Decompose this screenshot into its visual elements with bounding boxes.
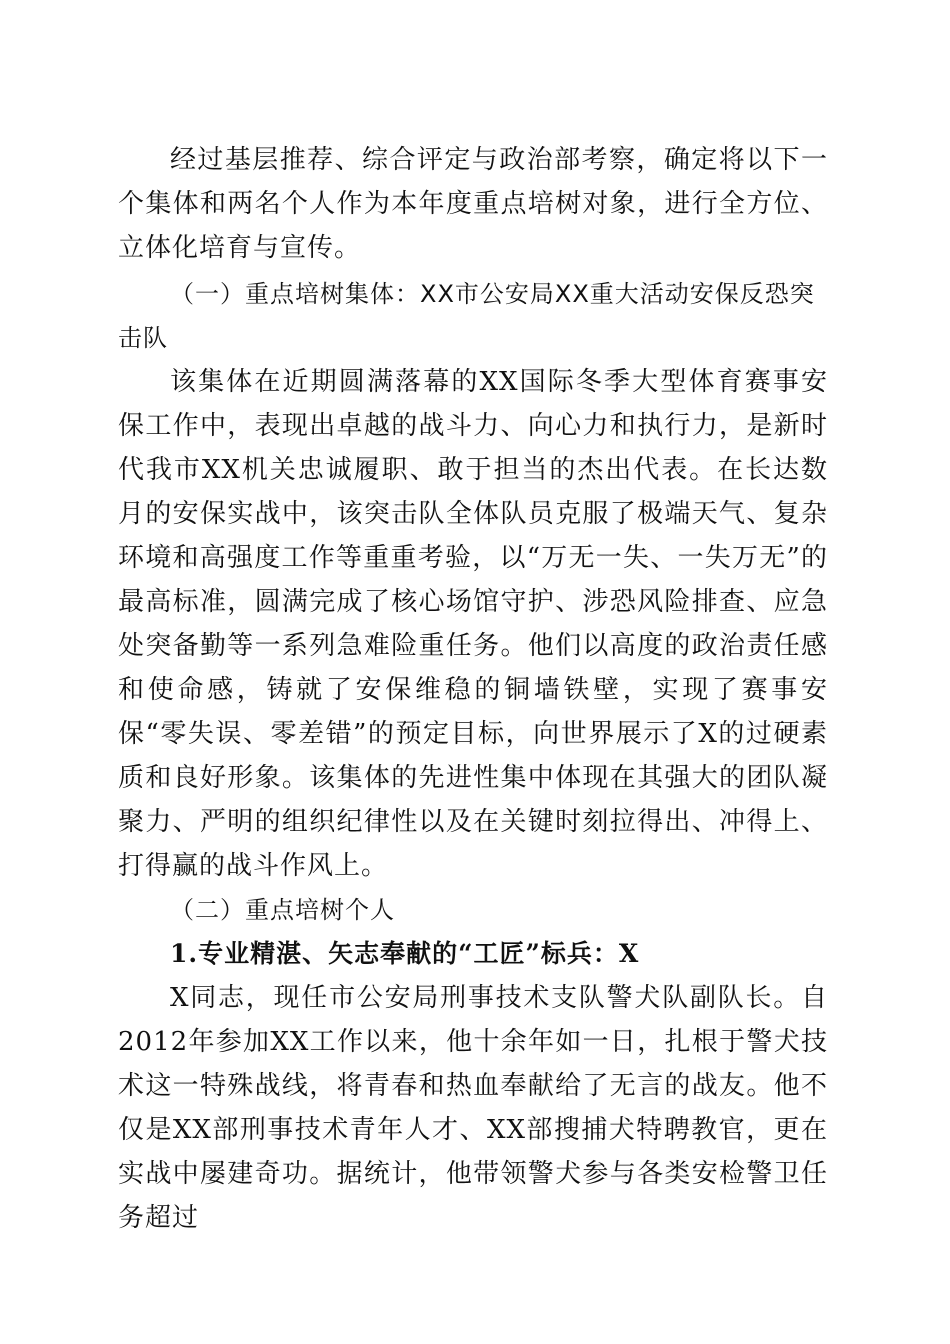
section2-heading: （二）重点培树个人 [170, 896, 395, 924]
sub1-paragraph: X同志，现任市公安局刑事技术支队警犬队副队长。自2012年参加XX工作以来，他十余年如一日，扎根于警犬技术这一特殊战线，将青春和热血奉献给了无言的战友。他不仅是XX部刑事技术青年人才、XX部搜捕犬特聘教官，更在实战中屡建奇功。据统计，他带领警犬参与各类安检警卫任务超过 [118, 983, 828, 1233]
section1-heading: （一）重点培树集体：XX市公安局XX重大活动安保反恐突击队 [118, 280, 815, 352]
intro-paragraph: 经过基层推荐、综合评定与政治部考察，确定将以下一个集体和两名个人作为本年度重点培树对象，进行全方位、立体化培育与宣传。 [118, 145, 828, 263]
sub1-heading: 1.专业精湛、矢志奉献的“工匠”标兵：X [170, 939, 640, 968]
document-page [118, 138, 828, 1240]
section1-paragraph: 该集体在近期圆满落幕的XX国际冬季大型体育赛事安保工作中，表现出卓越的战斗力、向心力和执行力，是新时代我市XX机关忠诚履职、敢于担当的杰出代表。在长达数月的安保实战中，该突击队全体队员克服了极端天气、复杂环境和高强度工作等重重考验，以“万无一失、一失万无”的最高标准，圆满完成了核心场馆守护、涉恐风险排查、应急处突备勤等一系列急难险重任务。他们以高度的政治责任感和使命感，铸就了安保维稳的铜墙铁壁，实现了赛事安保“零失误、零差错”的预定目标，向世界展示了X的过硬素质和良好形象。该集体的先进性集中体现在其强大的团队凝聚力、严明的组织纪律性以及在关键时刻拉得出、冲得上、打得赢的战斗作风上。 [118, 367, 828, 881]
